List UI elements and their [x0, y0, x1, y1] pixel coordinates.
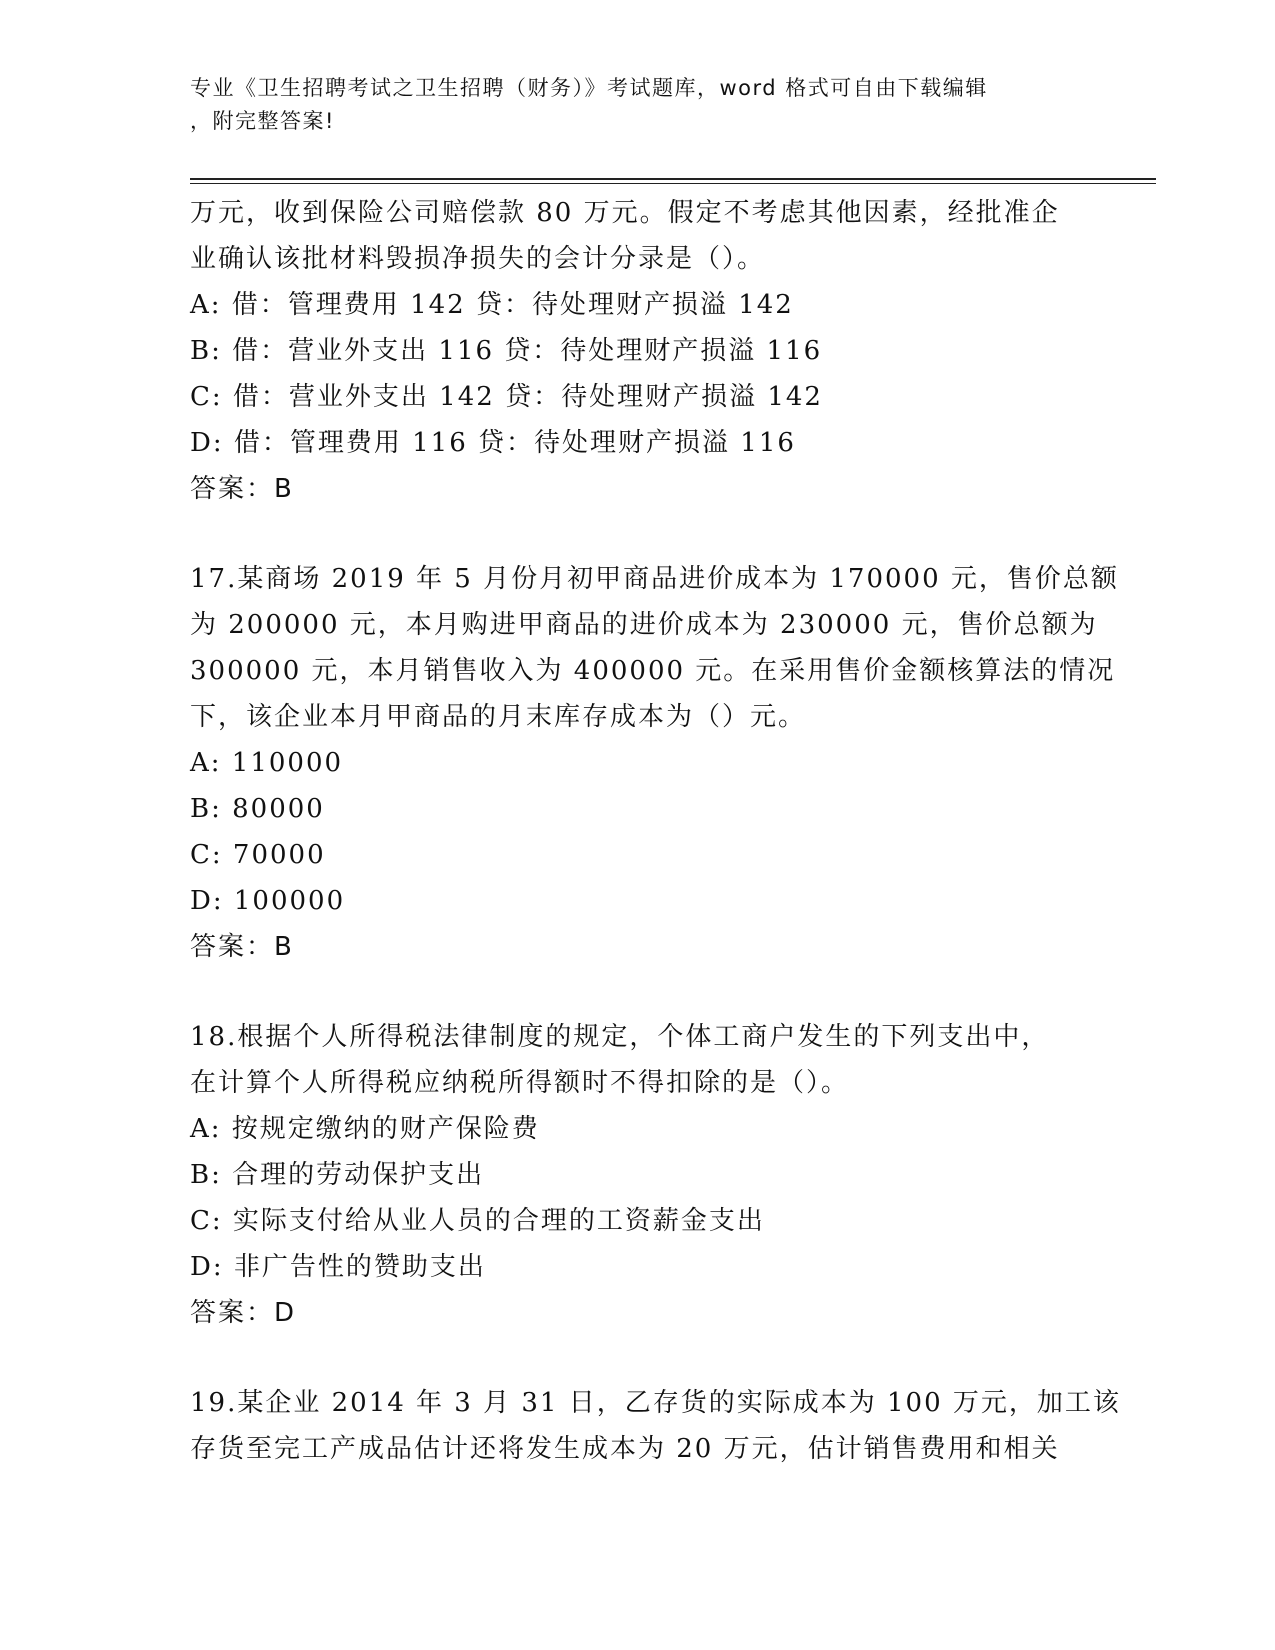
answer-label: 答案：B	[190, 932, 294, 962]
question-text: 19.某企业 2014 年 3 月 31 日，乙存货的实际成本为 100 万元，加工该	[190, 1388, 1121, 1418]
option-a: A: 按规定缴纳的财产保险费	[190, 1114, 540, 1144]
option-d: D: 非广告性的赞助支出	[190, 1252, 486, 1282]
question-list	[190, 190, 1121, 1472]
question-text: 下，该企业本月甲商品的月末库存成本为（）元。	[190, 702, 807, 732]
question-text: 万元，收到保险公司赔偿款 80 万元。假定不考虑其他因素，经批准企	[190, 198, 1060, 228]
option-d: D: 借：管理费用 116 贷：待处理财产损溢 116	[190, 428, 796, 458]
question-text: 17.某商场 2019 年 5 月份月初甲商品进价成本为 170000 元，售价总额	[190, 564, 1119, 594]
header-divider-thin	[190, 183, 1156, 184]
document-header	[190, 72, 1090, 138]
question-17	[190, 556, 1119, 970]
question-text: 18.根据个人所得税法律制度的规定，个体工商户发生的下列支出中，	[190, 1022, 1050, 1052]
option-c: C: 借：营业外支出 142 贷：待处理财产损溢 142	[190, 382, 823, 412]
option-c: C: 实际支付给从业人员的合理的工资薪金支出	[190, 1206, 765, 1236]
option-b: B: 合理的劳动保护支出	[190, 1160, 485, 1190]
question-text: 300000 元，本月销售收入为 400000 元。在采用售价金额核算法的情况	[190, 656, 1116, 686]
answer-label: 答案：B	[190, 474, 294, 504]
question-16	[190, 190, 1090, 512]
option-a: A: 110000	[190, 748, 344, 778]
answer-label: 答案：D	[190, 1298, 297, 1328]
question-text: 在计算个人所得税应纳税所得额时不得扣除的是（）。	[190, 1068, 850, 1098]
question-18	[190, 1014, 1090, 1336]
option-b: B: 80000	[190, 794, 325, 824]
header-divider-thick	[190, 178, 1156, 180]
question-19	[190, 1380, 1121, 1472]
option-c: C: 70000	[190, 840, 326, 870]
question-text: 存货至完工产成品估计还将发生成本为 20 万元，估计销售费用和相关	[190, 1434, 1060, 1464]
header-line-2: ，附完整答案!	[190, 109, 335, 133]
question-text: 业确认该批材料毁损净损失的会计分录是（）。	[190, 244, 766, 274]
header-line-1: 专业《卫生招聘考试之卫生招聘（财务）》考试题库，word 格式可自由下载编辑	[190, 76, 988, 100]
option-b: B: 借：营业外支出 116 贷：待处理财产损溢 116	[190, 336, 823, 366]
option-d: D: 100000	[190, 886, 346, 916]
question-text: 为 200000 元，本月购进甲商品的进价成本为 230000 元，售价总额为	[190, 610, 1098, 640]
option-a: A: 借：管理费用 142 贷：待处理财产损溢 142	[190, 290, 794, 320]
